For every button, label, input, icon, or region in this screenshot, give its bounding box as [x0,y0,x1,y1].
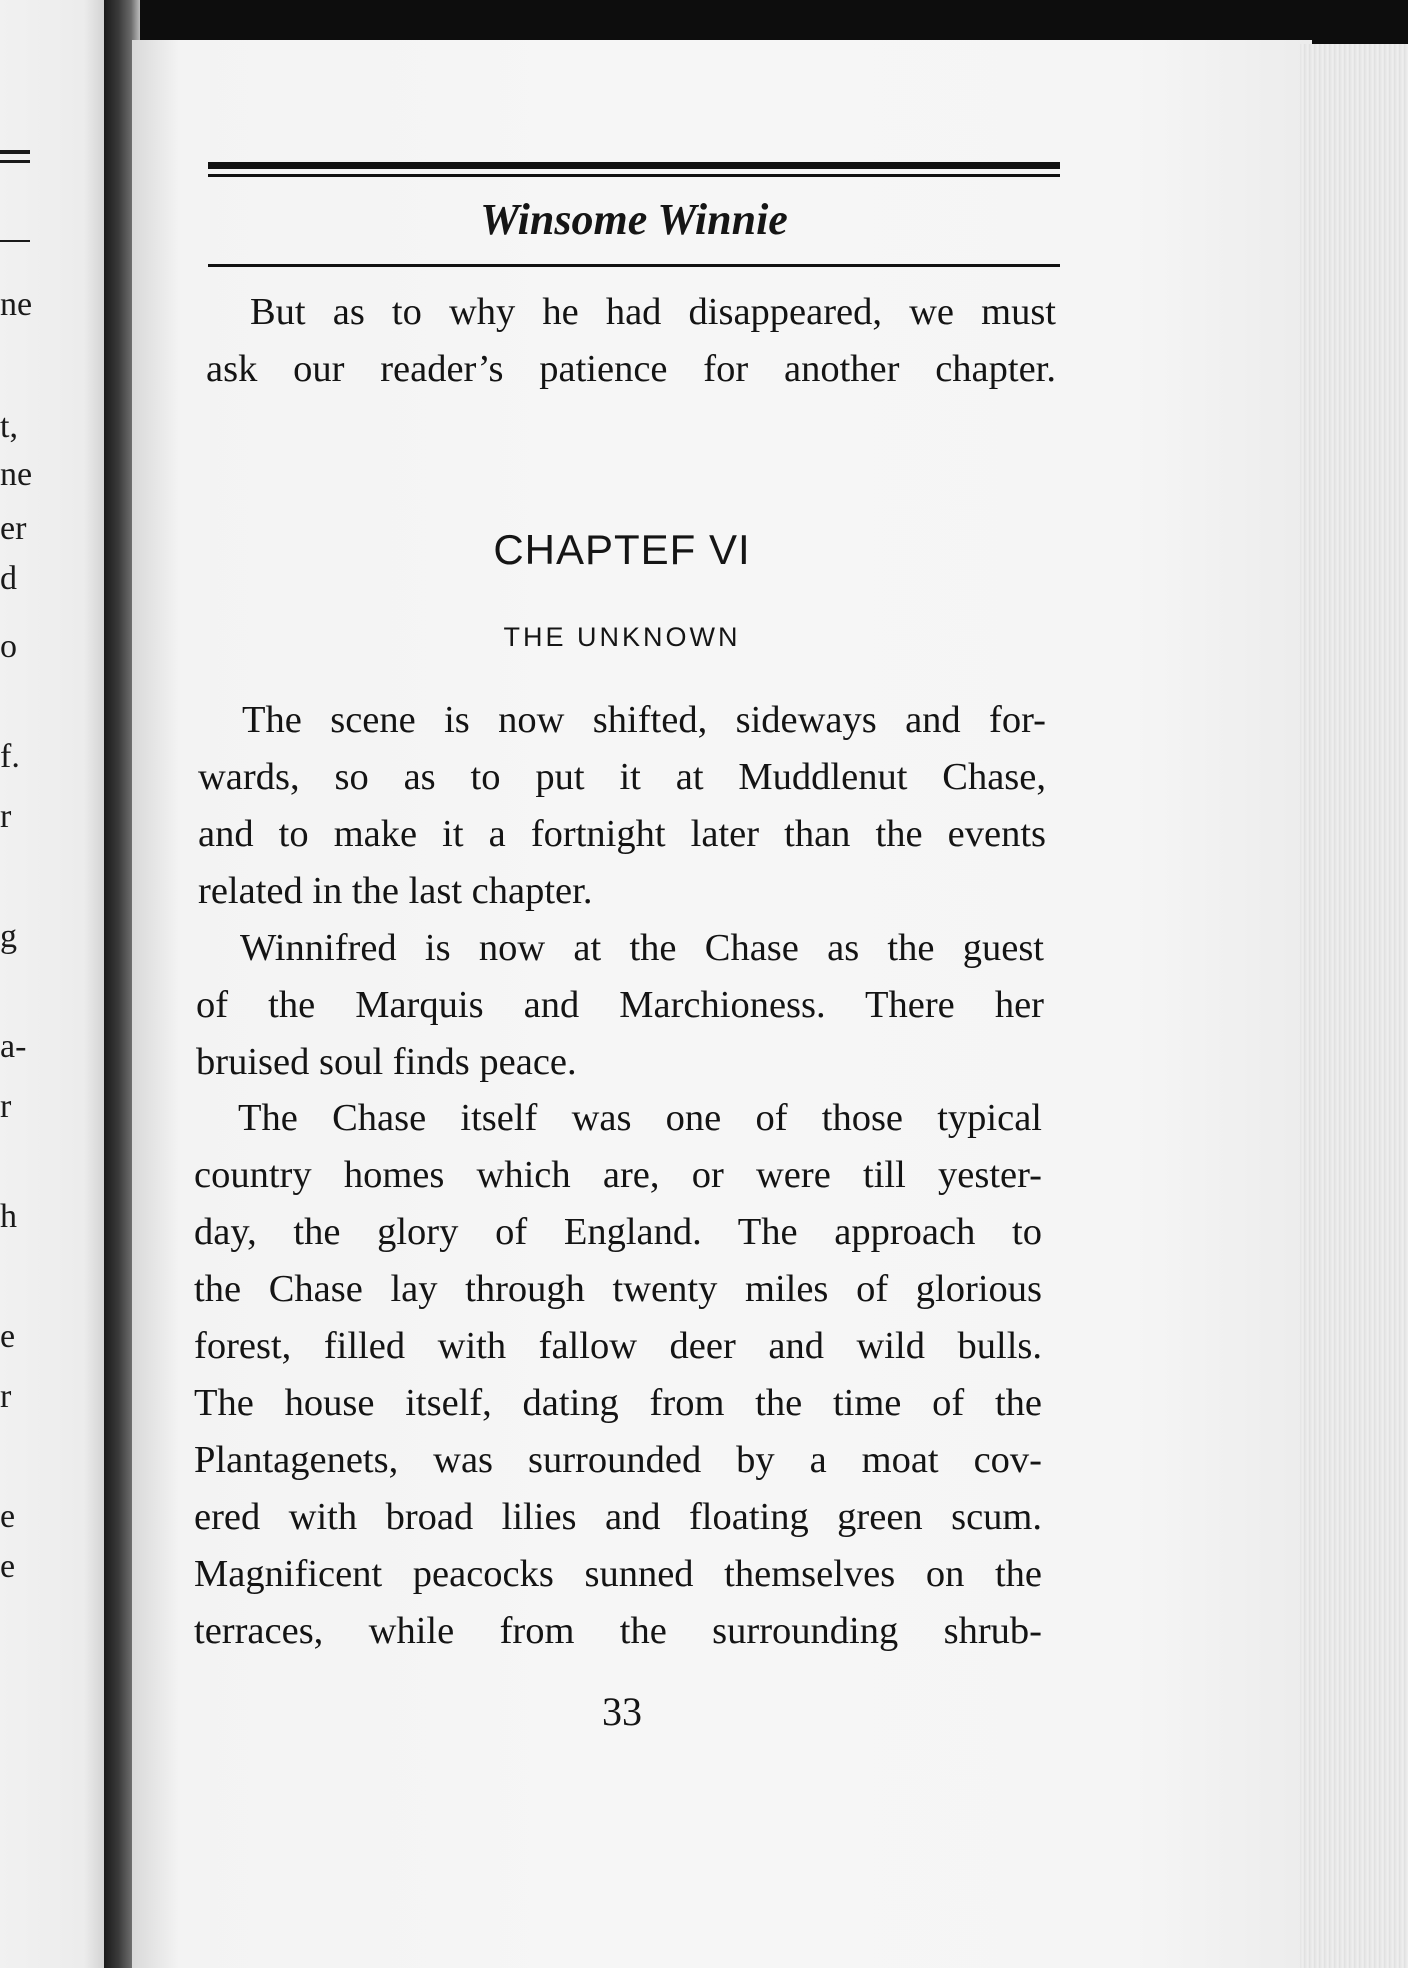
text-line: day, the glory of England. The approach to [194,1211,1042,1253]
paragraph-3 [194,1090,1042,1660]
previous-page-fragment: h [0,1200,17,1234]
previous-page-fragment: ne [0,458,33,492]
previous-page-edge [0,0,120,1968]
chapter-subtitle: THE UNKNOWN [503,622,741,652]
text-line: ered with broad lilies and floating green scum. [194,1496,1042,1538]
text-line: ask our reader’s patience for another chapter. [206,348,1056,390]
header-rule [208,174,1060,177]
header-rule [208,264,1060,267]
text-line: Plantagenets, was surrounded by a moat cov- [194,1439,1042,1481]
previous-page-fragment: g [0,920,17,954]
previous-page-fragment: t, [0,410,18,444]
paragraph-1 [198,692,1046,920]
text-line: wards, so as to put it at Muddlenut Chase, [198,756,1046,798]
previous-page-rule [0,150,30,154]
previous-page-fragment: r [0,1380,12,1414]
page-edges [1300,44,1408,1968]
previous-page-fragment: o [0,630,17,664]
running-head: Winsome Winnie [480,195,788,244]
previous-page-fragment: e [0,1500,16,1534]
previous-page-rule [0,160,30,163]
carryover-paragraph [206,284,1056,398]
previous-page-fragment: r [0,800,12,834]
previous-page-fragment: r [0,1090,12,1124]
paragraph-2 [196,920,1044,1091]
previous-page-fragment: e [0,1550,16,1584]
previous-page-fragment: ne [0,288,33,322]
text-line: The house itself, dating from the time of the [194,1382,1042,1424]
text-line: the Chase lay through twenty miles of glorious [194,1268,1042,1310]
header-rule [208,162,1060,169]
text-line: of the Marquis and Marchioness. There her [196,984,1044,1026]
text-line: The scene is now shifted, sideways and for- [242,699,1046,741]
previous-page-fragment: a- [0,1030,27,1064]
previous-page-fragment: f. [0,740,20,774]
text-line: and to make it a fortnight later than the events [198,813,1046,855]
text-line: Magnificent peacocks sunned themselves on the [194,1553,1042,1595]
previous-page-fragment: er [0,512,27,546]
previous-page-fragment: e [0,1320,16,1354]
text-line: country homes which are, or were till yester- [194,1154,1042,1196]
text-line: terraces, while from the surrounding shrub- [194,1610,1042,1652]
text-line: forest, filled with fallow deer and wild bulls. [194,1325,1042,1367]
page-number: 33 [602,1689,642,1734]
chapter-title: CHAPTEF VI [493,526,751,573]
text-line: The Chase itself was one of those typical [238,1097,1042,1139]
previous-page-rule [0,240,30,242]
text-line: But as to why he had disappeared, we must [250,291,1056,333]
text-line: bruised soul finds peace. [196,1041,577,1083]
previous-page-fragment: d [0,562,17,596]
text-line: related in the last chapter. [198,870,593,912]
text-line: Winnifred is now at the Chase as the guest [240,927,1044,969]
